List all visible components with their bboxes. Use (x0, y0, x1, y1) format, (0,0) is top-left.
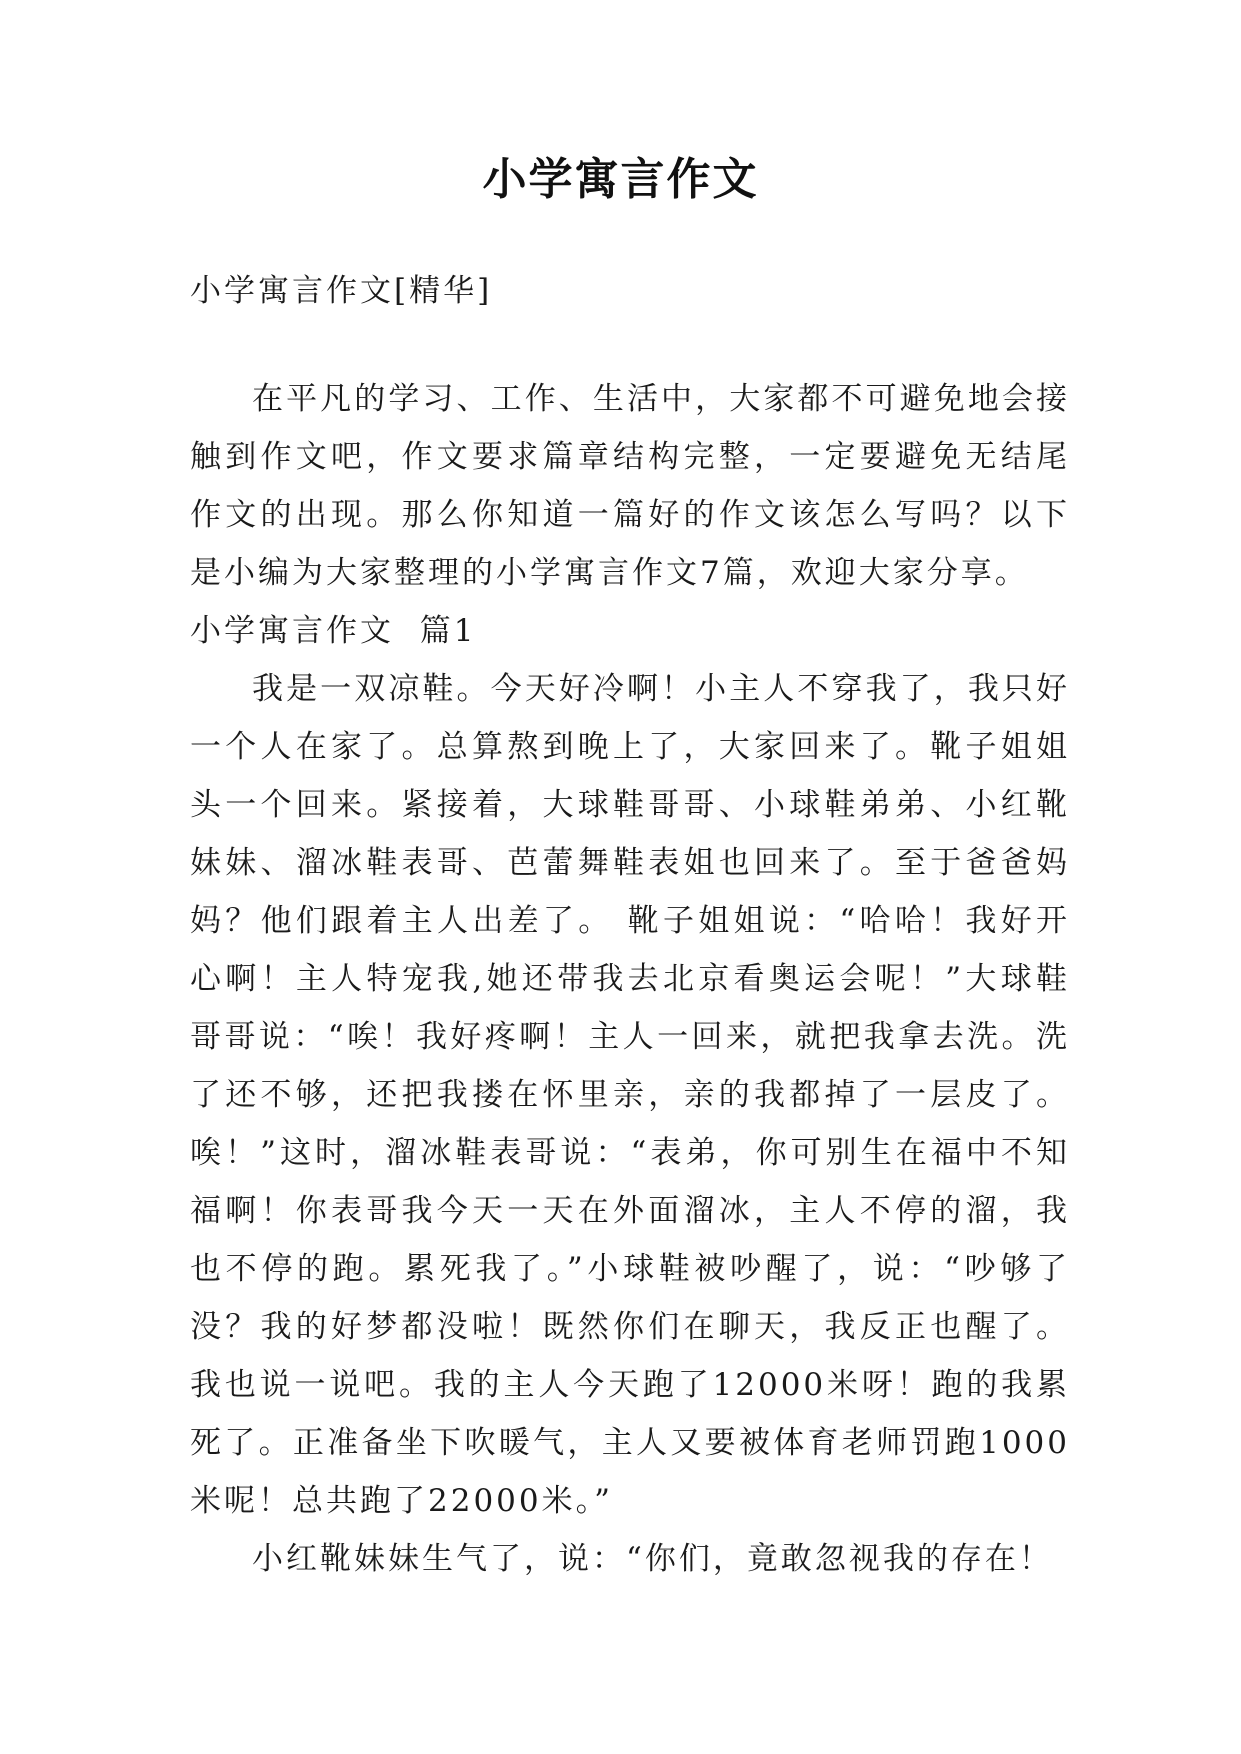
document-title: 小学寓言作文 (482, 154, 759, 205)
story-paragraph-1: 我是一双凉鞋。今天好冷啊！小主人不穿我了，我只好一个人在家了。总算熬到晚上了，大家回来了。靴子姐姐头一个回来。紧接着，大球鞋哥哥、小球鞋弟弟、小红靴妹妹、溜冰鞋表哥、芭蕾舞鞋表姐也回来了。至于爸爸妈妈？他们跟着主人出差了。 靴子姐姐说：“哈哈！我好开心啊！主人特宠我,她还带我去北京看奥运会呢！”大球鞋哥哥说：“唉！我好疼啊！主人一回来，就把我拿去洗。洗了还不够，还把我搂在怀里亲，亲的我都掉了一层皮了。唉！”这时，溜冰鞋表哥说：“表弟，你可别生在福中不知福啊！你表哥我今天一天在外面溜冰，主人不停的溜，我也不停的跑。累死我了。”小球鞋被吵醒了，说：“吵够了没？我的好梦都没啦！既然你们在聊天，我反正也醒了。我也说一说吧。我的主人今天跑了12000米呀！跑的我累死了。正准备坐下吹暖气，主人又要被体育老师罚跑1000米呢！总共跑了22000米。” (190, 671, 1070, 1519)
spacer (190, 320, 1070, 370)
section-heading: 小学寓言作文 篇1 (190, 613, 477, 649)
document-body (190, 262, 1070, 1588)
document-subtitle: 小学寓言作文[精华] (190, 273, 493, 309)
story-paragraph-2: 小红靴妹妹生气了，说：“你们，竟敢忽视我的存在！ (252, 1541, 1053, 1577)
intro-paragraph: 在平凡的学习、工作、生活中，大家都不可避免地会接触到作文吧，作文要求篇章结构完整，一定要避免无结尾作文的出现。那么你知道一篇好的作文该怎么写吗？以下是小编为大家整理的小学寓言作文7篇，欢迎大家分享。 (190, 381, 1070, 591)
